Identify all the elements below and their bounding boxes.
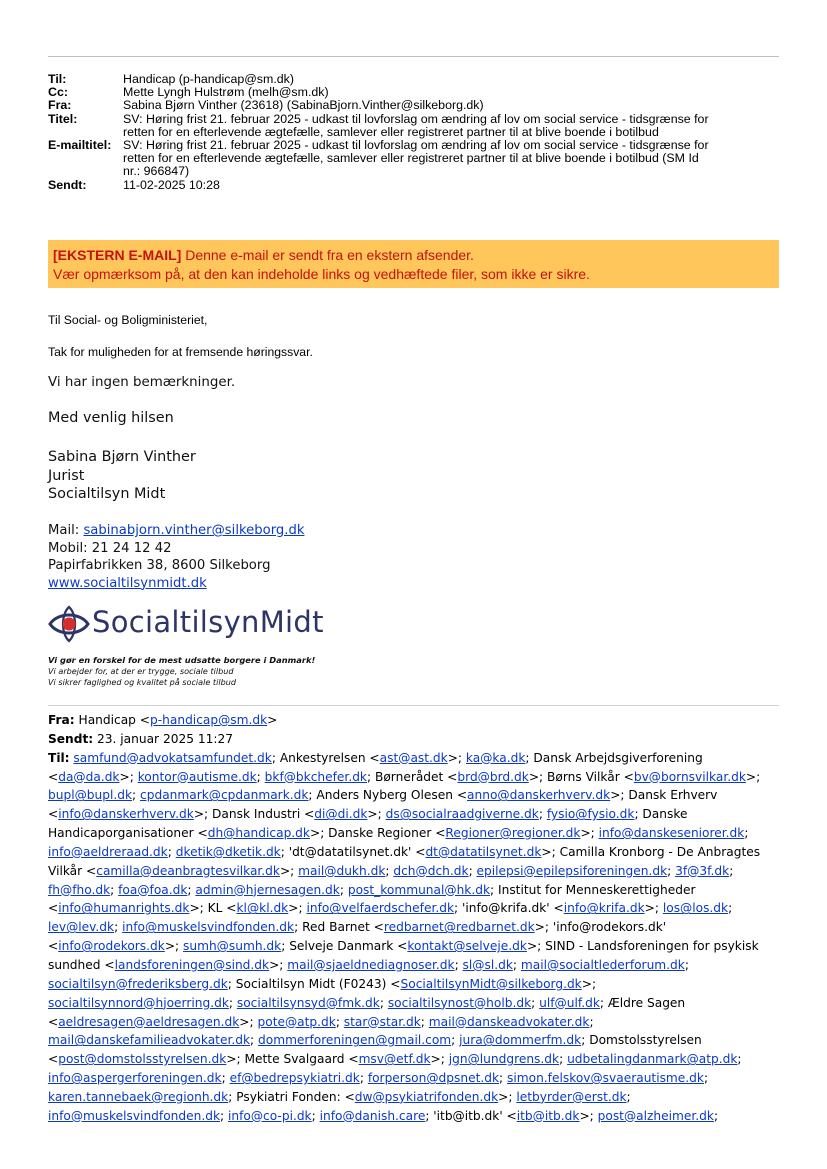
from-value: Sabina Bjørn Vinther (23618) (SabinaBjorn.Vinther@silkeborg.dk) xyxy=(123,98,484,113)
recipient-email-link[interactable]: ds@socialraadgiverne.dk xyxy=(385,807,539,822)
recipient-line xyxy=(48,1050,783,1069)
recipient-email-link[interactable]: fysio@fysio.dk xyxy=(546,807,635,822)
recipient-email-link[interactable]: info@danskeseniorer.dk xyxy=(598,826,745,841)
recipient-email-link[interactable]: dommerforeningen@gmail.com xyxy=(258,1033,452,1048)
recipient-text: < xyxy=(48,939,59,954)
recipients-block xyxy=(48,749,783,1126)
statement-text: Vi har ingen bemærkninger. xyxy=(48,375,236,390)
tagline-2: Vi sikrer faglighed og kvalitet på sociale tilbud xyxy=(48,677,236,687)
recipient-text: ; Ældre Sagen xyxy=(599,995,686,1010)
recipient-text: ; Socialtilsyn Midt (F0243) < xyxy=(227,976,401,991)
recipient-text: >; xyxy=(447,750,466,765)
recipient-text: ; xyxy=(256,769,265,784)
signature-org: Socialtilsyn Midt xyxy=(48,486,166,502)
recipient-email-link[interactable]: dt@datatilsynet.dk xyxy=(425,844,542,859)
forwarded-message xyxy=(48,711,783,1126)
recipient-text: ; xyxy=(359,1071,368,1086)
recipient-text: ; xyxy=(220,1108,228,1123)
recipient-email-link[interactable]: udbetalingdanmark@atp.dk xyxy=(567,1052,738,1067)
recipient-text: ; xyxy=(713,1108,719,1123)
recipient-text: ; Psykiatri Fonden: < xyxy=(228,1089,355,1104)
recipient-email-link[interactable]: ef@bedrepsykiatri.dk xyxy=(229,1071,360,1086)
recipient-email-link[interactable]: admin@hjernesagen.dk xyxy=(195,882,340,897)
contact-info xyxy=(48,522,304,592)
phone-line: Mobil: 21 24 12 42 xyxy=(48,540,172,556)
title-line-1: SV: Høring frist 21. februar 2025 - udkast til lovforslag om ændring af lov om social service - tidsgrænse for xyxy=(123,111,709,126)
recipient-line xyxy=(48,805,783,824)
recipient-text: < xyxy=(48,769,59,784)
recipient-email-link[interactable]: mail@socialtlederforum.dk xyxy=(520,957,685,972)
title-line-2: retten for en efterlevende ægtefælle, samlever eller registreret partner til at blive boende i botilbud xyxy=(123,124,659,139)
recipient-text: ; xyxy=(250,1033,258,1048)
recipient-email-link[interactable]: lev@lev.dk xyxy=(48,920,115,935)
warning-tag: [EKSTERN E-MAIL] xyxy=(53,247,182,263)
recipient-text: ; xyxy=(454,957,463,972)
recipient-text: ; xyxy=(167,844,176,859)
recipient-email-link[interactable]: post_kommunal@hk.dk xyxy=(347,882,491,897)
thanks-text: Tak for muligheden for at fremsende høringssvar. xyxy=(48,345,313,359)
recipient-text: ; Børnerådet < xyxy=(367,769,458,784)
recipient-text: ; xyxy=(531,995,540,1010)
recipient-text: ; xyxy=(684,957,689,972)
recipient-text: ; xyxy=(728,901,733,916)
recipient-text: ; Red Barnet < xyxy=(294,920,384,935)
title-value xyxy=(123,113,783,139)
recipient-email-link[interactable]: info@rodekors.dk xyxy=(58,939,165,954)
recipient-email-link[interactable]: post@domstolsstyrelsen.dk xyxy=(58,1052,227,1067)
recipient-text: Handicaporganisationer < xyxy=(48,826,208,841)
recipient-line xyxy=(48,918,783,937)
recipient-text: ; xyxy=(228,995,237,1010)
recipient-email-link[interactable]: redbarnet@redbarnet.dk xyxy=(383,920,535,935)
recipient-email-link[interactable]: camilla@deanbragtesvilkar.dk xyxy=(96,863,280,878)
recipient-line xyxy=(48,768,783,787)
recipient-email-link[interactable]: mail@dukh.dk xyxy=(298,863,386,878)
recipient-line xyxy=(48,1031,783,1050)
recipient-email-link[interactable]: forperson@dpsnet.dk xyxy=(367,1071,500,1086)
greeting: Til Social- og Boligministeriet, xyxy=(48,313,208,327)
recipient-email-link[interactable]: mail@sjaeldnediagnoser.dk xyxy=(287,957,455,972)
emailtitle-line-1: SV: Høring frist 21. februar 2025 - udkast til lovforslag om ændring af lov om social service - tidsgrænse for xyxy=(123,138,709,153)
recipient-line xyxy=(48,899,783,918)
recipient-email-link[interactable]: fh@fho.dk xyxy=(48,882,111,897)
recipient-text: ; 'dt@datatilsynet.dk' < xyxy=(280,844,426,859)
recipient-text: sundhed < xyxy=(48,957,115,972)
forward-from-label: Fra: xyxy=(48,713,75,727)
recipient-text: ; xyxy=(538,807,547,822)
recipient-email-link[interactable]: sumh@sumh.dk xyxy=(183,939,282,954)
recipient-email-link[interactable]: info@muskelsvindfonden.dk xyxy=(122,920,295,935)
emailtitle-line-2: retten for en efterlevende ægtefælle, samlever eller registreret partner til at blive boende i botilbud (SM Id xyxy=(123,151,699,166)
signature-role: Jurist xyxy=(48,467,85,484)
recipient-text: ; Dansk Arbejdsgiverforening xyxy=(525,750,703,765)
recipient-text: >; Danske Regioner < xyxy=(309,826,446,841)
recipient-text: >; xyxy=(288,901,307,916)
recipient-text: ; Anders Nyberg Olesen < xyxy=(308,788,468,803)
recipient-email-link[interactable]: anno@danskerhverv.dk xyxy=(467,788,611,803)
title-label: Titel: xyxy=(48,111,78,126)
emailtitle-row xyxy=(48,139,783,179)
recipient-text: ; 'info@krifa.dk' < xyxy=(454,901,564,916)
recipient-email-link[interactable]: SocialtilsynMidt@silkeborg.dk xyxy=(400,976,582,991)
signature xyxy=(48,448,196,504)
recipient-line xyxy=(48,1069,783,1088)
recipient-text: >; Camilla Kronborg - De Anbragtes xyxy=(541,844,761,859)
recipient-email-link[interactable]: info@aeldreraad.dk xyxy=(48,844,168,859)
sent-value: 11-02-2025 10:28 xyxy=(123,177,220,192)
recipient-text: ; xyxy=(667,863,676,878)
recipient-text: >; xyxy=(279,863,299,878)
recipient-email-link[interactable]: info@co-pi.dk xyxy=(228,1108,312,1123)
sent-label: Sendt: xyxy=(48,177,87,192)
sent-row xyxy=(48,179,783,192)
recipient-text: >; xyxy=(164,939,184,954)
recipient-text: ; Institut for Menneskerettigheder xyxy=(490,882,696,897)
title-row xyxy=(48,113,783,139)
logo-text: SocialtilsynMidt xyxy=(92,605,324,639)
recipient-line xyxy=(48,937,783,956)
cc-value: Mette Lyngh Hulstrøm (melh@sm.dk) xyxy=(123,85,329,100)
recipient-text: ; xyxy=(114,920,123,935)
recipient-text: >; xyxy=(430,1052,449,1067)
recipient-text: ; xyxy=(339,882,348,897)
forward-from-line xyxy=(48,711,783,730)
recipient-line xyxy=(48,1088,783,1107)
recipient-text: >; xyxy=(581,976,597,991)
address-line: Papirfabrikken 38, 8600 Silkeborg xyxy=(48,558,271,573)
recipient-email-link[interactable]: info@aspergerforeningen.dk xyxy=(48,1071,222,1086)
forward-sent-label: Sendt: xyxy=(48,731,94,746)
recipient-text: >; Dansk Erhverv xyxy=(610,788,718,803)
recipient-email-link[interactable]: kontor@autisme.dk xyxy=(137,769,257,784)
recipient-text: ; xyxy=(187,882,196,897)
recipient-email-link[interactable]: info@krifa.dk xyxy=(563,901,645,916)
emailtitle-label: E-mailtitel: xyxy=(48,138,112,153)
recipient-email-link[interactable]: star@star.dk xyxy=(343,1014,421,1029)
forward-sent-line xyxy=(48,730,783,749)
recipient-text: ; Ankestyrelsen < xyxy=(271,750,380,765)
recipient-text: ; xyxy=(335,1014,344,1029)
recipient-email-link[interactable]: los@los.dk xyxy=(662,901,729,916)
recipient-email-link[interactable]: sl@sl.dk xyxy=(462,957,513,972)
recipient-email-link[interactable]: dketik@dketik.dk xyxy=(175,844,281,859)
recipient-text: ; xyxy=(512,957,521,972)
recipient-email-link[interactable]: epilepsi@epilepsiforeningen.dk xyxy=(476,863,668,878)
tagline-bold: Vi gør en forskel for de mest udsatte borgere i Danmark! xyxy=(48,655,316,665)
signature-name: Sabina Bjørn Vinther xyxy=(48,449,196,465)
recipient-text: < xyxy=(48,901,59,916)
recipient-line xyxy=(48,994,783,1013)
forward-to-label: Til: xyxy=(48,750,70,765)
recipient-text: >; xyxy=(367,807,386,822)
recipient-email-link[interactable]: 3f@3f.dk xyxy=(675,863,730,878)
recipient-email-link[interactable]: Regioner@regioner.dk xyxy=(445,826,581,841)
warning-line-1: Denne e-mail er sendt fra en ekstern afsender. xyxy=(181,247,474,263)
recipient-text: >; SIND - Landsforeningen for psykisk xyxy=(526,939,759,954)
recipient-text: >; 'info@rodekors.dk' xyxy=(534,920,667,935)
forward-from-end: > xyxy=(267,713,278,727)
recipient-text: ; xyxy=(744,826,749,841)
recipient-text: >; Børns Vilkår < xyxy=(528,769,634,784)
recipient-email-link[interactable]: bv@bornsvilkar.dk xyxy=(633,769,746,784)
recipient-email-link[interactable]: dch@dch.dk xyxy=(393,863,469,878)
recipient-text: ; Danske xyxy=(634,807,688,822)
forward-from-name: Handicap < xyxy=(74,713,151,727)
forward-from-email[interactable]: p-handicap@sm.dk xyxy=(150,713,268,727)
recipient-text: ; xyxy=(379,995,388,1010)
recipient-email-link[interactable]: pote@atp.dk xyxy=(257,1014,336,1029)
to-value: Handicap (p-handicap@sm.dk) xyxy=(123,72,294,86)
tagline-1: Vi arbejder for, at der er trygge, sociale tilbud xyxy=(48,666,234,676)
recipient-email-link[interactable]: karen.tannebaek@regionh.dk xyxy=(48,1089,229,1104)
recipient-email-link[interactable]: cpdanmark@cpdanmark.dk xyxy=(140,788,309,803)
recipient-text: ; xyxy=(737,1052,742,1067)
recipient-text: ; xyxy=(311,1108,320,1123)
recipient-email-link[interactable]: bupl@bupl.dk xyxy=(48,788,133,803)
recipient-email-link[interactable]: itb@itb.dk xyxy=(516,1108,580,1123)
recipient-email-link[interactable]: aeldresagen@aeldresagen.dk xyxy=(58,1014,240,1029)
recipient-text: ; Selveje Danmark < xyxy=(281,939,408,954)
recipient-text: ; 'itb@itb.dk' < xyxy=(425,1108,517,1123)
recipient-line xyxy=(48,786,783,805)
recipient-email-link[interactable]: kl@kl.dk xyxy=(236,901,289,916)
recipient-line xyxy=(48,1107,783,1126)
recipient-email-link[interactable]: info@danskerhverv.dk xyxy=(58,807,194,822)
recipient-text: ; xyxy=(420,1014,429,1029)
recipient-text: ; xyxy=(729,863,734,878)
recipient-text: Vilkår < xyxy=(48,863,97,878)
recipient-email-link[interactable]: socialtilsynnord@hjoerring.dk xyxy=(48,995,229,1010)
recipient-email-link[interactable]: dh@handicap.dk xyxy=(207,826,310,841)
recipient-email-link[interactable]: kontakt@selveje.dk xyxy=(407,939,527,954)
recipient-text: >; xyxy=(119,769,138,784)
recipient-email-link[interactable]: info@muskelsvindfonden.dk xyxy=(48,1108,221,1123)
recipient-email-link[interactable]: landsforeningen@sind.dk xyxy=(114,957,270,972)
warning-line-2: Vær opmærksom på, at den kan indeholde links og vedhæftede filer, som ikke er sikre. xyxy=(53,266,590,282)
recipient-text: >; xyxy=(644,901,663,916)
recipient-email-link[interactable]: mail@danskeadvokater.dk xyxy=(428,1014,590,1029)
recipient-text: ; xyxy=(468,863,477,878)
recipient-email-link[interactable]: bkf@bkchefer.dk xyxy=(264,769,367,784)
recipient-email-link[interactable]: letbyrder@erst.dk xyxy=(516,1089,627,1104)
mail-link[interactable]: sabinabjorn.vinther@silkeborg.dk xyxy=(83,523,305,538)
recipient-text: >; xyxy=(745,769,761,784)
recipient-email-link[interactable]: dw@psykiatrifonden.dk xyxy=(354,1089,499,1104)
emailtitle-line-3: nr.: 966847) xyxy=(123,164,190,179)
recipient-text: ; xyxy=(221,1071,230,1086)
recipient-email-link[interactable]: post@alzheimer.dk xyxy=(597,1108,714,1123)
emailtitle-value xyxy=(123,139,783,179)
recipient-text: >; xyxy=(580,826,599,841)
forward-sent-value: 23. januar 2025 11:27 xyxy=(93,731,233,746)
to-label: Til: xyxy=(48,72,67,86)
recipient-line xyxy=(48,956,783,975)
recipient-text: >; xyxy=(239,1014,258,1029)
recipient-email-link[interactable]: info@humanrights.dk xyxy=(58,901,190,916)
forward-divider xyxy=(48,705,779,706)
recipient-email-link[interactable]: ka@ka.dk xyxy=(465,750,526,765)
recipient-email-link[interactable]: samfund@advokatsamfundet.dk xyxy=(73,750,272,765)
recipient-text: ; xyxy=(589,1014,594,1029)
recipient-text: >; KL < xyxy=(189,901,237,916)
closing-text: Med venlig hilsen xyxy=(48,410,174,426)
external-email-warning xyxy=(48,240,779,288)
cc-label: Cc: xyxy=(48,85,68,100)
recipient-text: ; xyxy=(559,1052,568,1067)
recipient-email-link[interactable]: di@di.dk xyxy=(314,807,368,822)
recipient-email-link[interactable]: da@da.dk xyxy=(58,769,120,784)
recipient-text: >; Dansk Industri < xyxy=(193,807,315,822)
recipient-line xyxy=(48,843,783,862)
top-divider xyxy=(48,56,779,57)
recipient-email-link[interactable]: socialtilsynost@holb.dk xyxy=(387,995,532,1010)
recipient-email-link[interactable]: jgn@lundgrens.dk xyxy=(448,1052,560,1067)
recipient-text: ; xyxy=(385,863,394,878)
recipient-text: >; xyxy=(269,957,288,972)
recipient-email-link[interactable]: ulf@ulf.dk xyxy=(539,995,600,1010)
recipient-text: ; xyxy=(110,882,119,897)
recipient-email-link[interactable]: foa@foa.dk xyxy=(118,882,188,897)
recipient-text: < xyxy=(48,1014,59,1029)
recipient-email-link[interactable]: info@danish.care xyxy=(319,1108,426,1123)
socialtilsyn-logo xyxy=(48,604,368,648)
recipient-text: >; Mette Svalgaard < xyxy=(226,1052,359,1067)
mail-label: Mail: xyxy=(48,523,84,538)
recipient-email-link[interactable]: socialtilsyn@frederiksberg.dk xyxy=(48,976,228,991)
recipient-email-link[interactable]: simon.felskov@svaerautisme.dk xyxy=(507,1071,704,1086)
recipient-email-link[interactable]: socialtilsynsyd@fmk.dk xyxy=(236,995,380,1010)
logo-mark-icon xyxy=(48,604,90,644)
recipient-email-link[interactable]: brd@brd.dk xyxy=(457,769,529,784)
recipient-line xyxy=(48,1013,783,1032)
email-header xyxy=(48,73,783,192)
recipient-text: >; xyxy=(498,1089,517,1104)
recipient-text: ; Domstolsstyrelsen xyxy=(581,1033,702,1048)
recipient-email-link[interactable]: info@velfaerdschefer.dk xyxy=(306,901,455,916)
website-link[interactable]: www.socialtilsynmidt.dk xyxy=(48,575,207,591)
recipient-line xyxy=(48,749,783,768)
recipient-text: < xyxy=(48,807,59,822)
recipient-text: >; xyxy=(579,1108,598,1123)
recipient-text: ; xyxy=(703,1071,709,1086)
recipient-email-link[interactable]: jura@dommerfm.dk xyxy=(459,1033,582,1048)
recipient-email-link[interactable]: mail@danskefamilieadvokater.dk xyxy=(48,1033,251,1048)
recipient-text: < xyxy=(48,1052,59,1067)
recipient-line xyxy=(48,975,783,994)
recipient-email-link[interactable]: msv@etf.dk xyxy=(358,1052,431,1067)
mail-line xyxy=(48,522,304,540)
recipient-email-link[interactable]: ast@ast.dk xyxy=(379,750,448,765)
from-label: Fra: xyxy=(48,98,72,113)
recipient-line xyxy=(48,862,783,881)
recipient-line xyxy=(48,881,783,900)
recipient-text: ; xyxy=(132,788,141,803)
recipient-text: ; xyxy=(626,1089,631,1104)
recipient-line xyxy=(48,824,783,843)
recipient-text: ; xyxy=(451,1033,460,1048)
recipient-text: ; xyxy=(499,1071,508,1086)
